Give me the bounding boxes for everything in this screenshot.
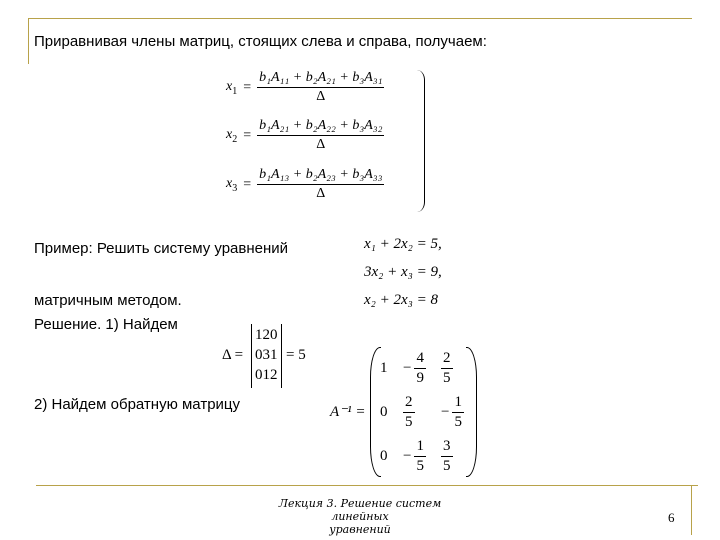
- det-bar-right: [281, 324, 282, 388]
- system-eq-1: x₁ + 2x₂ = 5,: [364, 236, 442, 252]
- fraction-numerator: 4: [414, 350, 426, 369]
- fraction-numerator: 2: [441, 350, 453, 369]
- det-row-3: 012: [255, 367, 278, 383]
- formula-lhs: $x_3$: [226, 175, 238, 194]
- det-prefix: Δ =: [222, 347, 244, 363]
- inverse-cell-3-3: [441, 438, 453, 474]
- fraction-denominator: Δ: [316, 89, 326, 104]
- frame-left-line: [28, 18, 29, 64]
- minus-sign: −: [403, 447, 412, 464]
- formula-lhs: $x_2$: [226, 126, 238, 145]
- fraction-numerator: b₁A₁₁ + b₂A₂₁ + b₃A₃₁: [257, 70, 384, 88]
- page-number: 6: [668, 510, 675, 525]
- fraction-numerator: b₁A₂₁ + b₂A₂₂ + b₃A₃₂: [257, 118, 384, 136]
- fraction-denominator: 5: [416, 457, 424, 474]
- inverse-cell-1-1: [380, 350, 388, 386]
- method-text: матричным методом.: [34, 292, 182, 309]
- inverse-cell-3-1: [380, 438, 388, 474]
- footer-line-1: Лекция 3. Решение систем линейных: [278, 497, 442, 523]
- inverse-label: A⁻¹ =: [330, 404, 366, 420]
- footer-line-2: уравнений: [329, 523, 391, 536]
- fraction-denominator: Δ: [316, 186, 326, 201]
- footer-caption: [250, 497, 470, 536]
- fraction-denominator: 5: [454, 413, 462, 430]
- inverse-cell-1-2: [403, 350, 426, 386]
- minus-sign: −: [441, 403, 450, 420]
- cell-value: 1: [380, 359, 388, 376]
- step2-text: 2) Найдем обратную матрицу: [34, 396, 241, 413]
- formula-fraction: [257, 70, 384, 105]
- formula-brace: [414, 70, 425, 212]
- solution-text: Решение. 1) Найдем: [34, 316, 178, 333]
- fraction-numerator: 3: [441, 438, 453, 457]
- fraction-numerator: b₁A₁₃ + b₂A₂₃ + b₃A₃₃: [257, 167, 384, 185]
- det-row-1: 120: [255, 327, 278, 343]
- inverse-cell-2-2: [403, 394, 415, 430]
- cell-fraction: [441, 350, 453, 387]
- cell-value: 0: [380, 403, 388, 420]
- cell-fraction: [414, 350, 426, 387]
- slide-heading: Приравнивая члены матриц, стоящих слева и справа, получаем:: [34, 33, 487, 50]
- cell-fraction: [441, 438, 453, 475]
- fraction-denominator: 5: [443, 457, 451, 474]
- frame-top-line: [28, 18, 692, 19]
- formula-fraction: [257, 167, 384, 202]
- cell-value: 0: [380, 447, 388, 464]
- inverse-cell-2-1: [380, 394, 388, 430]
- frame-right-line: [691, 485, 692, 535]
- inverse-cell-2-3: [441, 394, 464, 430]
- formula-x2: [226, 118, 384, 153]
- system-eq-3: x₂ + 2x₃ = 8: [364, 292, 438, 308]
- det-matrix: [255, 325, 278, 385]
- inverse-paren-right: [466, 347, 477, 477]
- det-bar-left: [251, 324, 252, 388]
- fraction-numerator: 2: [403, 394, 415, 413]
- cell-fraction: [414, 438, 426, 475]
- minus-sign: −: [403, 359, 412, 376]
- inverse-cell-1-3: [441, 350, 453, 386]
- fraction-numerator: 1: [414, 438, 426, 457]
- fraction-denominator: 5: [443, 369, 451, 386]
- cell-fraction: [403, 394, 415, 431]
- formula-x1: [226, 70, 384, 105]
- fraction-denominator: 5: [405, 413, 413, 430]
- formula-fraction: [257, 118, 384, 153]
- cell-fraction: [452, 394, 464, 431]
- fraction-denominator: Δ: [316, 137, 326, 152]
- inverse-cell-3-2: [403, 438, 426, 474]
- fraction-denominator: 9: [416, 369, 424, 386]
- equals-sign: =: [243, 127, 252, 143]
- example-label: Пример: Решить систему уравнений: [34, 240, 289, 257]
- system-eq-2: 3x₂ + x₃ = 9,: [364, 264, 442, 280]
- equals-sign: =: [243, 79, 252, 95]
- fraction-numerator: 1: [452, 394, 464, 413]
- formula-x3: [226, 167, 384, 202]
- frame-bottom-line: [36, 485, 698, 486]
- formula-lhs: $x_1$: [226, 78, 238, 97]
- det-row-2: 031: [255, 347, 278, 363]
- det-value: = 5: [286, 347, 306, 363]
- equals-sign: =: [243, 176, 252, 192]
